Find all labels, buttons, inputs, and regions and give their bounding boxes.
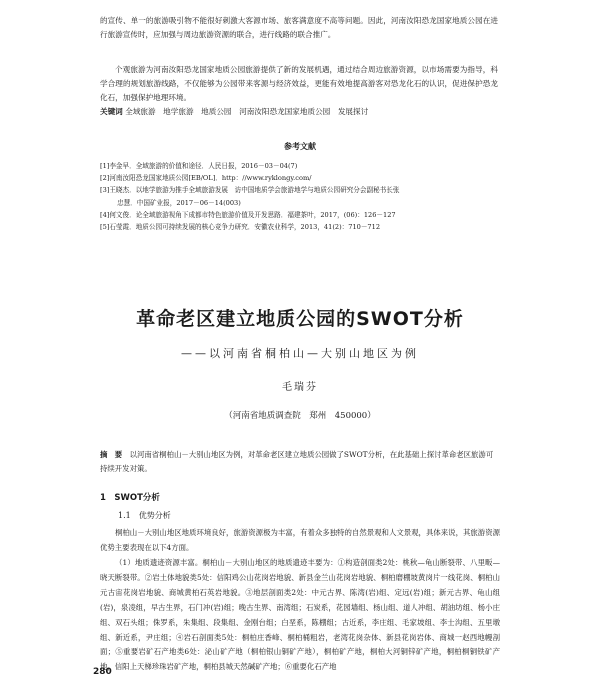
- keywords-label: 关键词: [100, 107, 123, 116]
- keywords-line: [100, 106, 368, 117]
- references-title: 参考文献: [284, 142, 316, 151]
- body-paragraph: （1）地质遗迹资源丰富。桐柏山－大别山地区的地质遗迹丰要为：①构造剖面类2处：桃秋—龟山断裂带、八里畈—晓天断裂带。②岩土体地貌类5处：信阳鸡公山花岗岩地貌、新县金兰山花岗岩地貌、桐柏磨棚坡黄岗片一线花岗、桐柏山元古宙花岗岩地貌、商城黄柏石英岩地貌。③地层剖面类2处：中元古界、陈湾(岩)组、定远(岩)组；新元古界、龟山组(岩)，泉凌组，早古生界，石门冲(岩)组；晚古生界、南湾组；石炭系，花园墙组、杨山组、道人冲组、胡油坊组、杨小庄组、双石头组；侏罗系，朱集组、段集组、金刚台组；白垩系，陈棚组；古近系，李庄组、毛家坡组、李士沟组、五里墩组、新近系，尹庄组；④岩石剖面类5处：桐柏庄香峰、桐柏桶粗岩，老湾花岗杂体、新县花岗岩体、商城一赵西地幔剖面；⑤重要岩矿石产地类6处：泌山矿产地（桐柏银山铜矿产地），桐柏矿产地，桐柏大河铜锌矿产地，桐柏桐铜铁矿产地，信阳上天梯珍珠岩矿产地，桐柏县城天然碱矿产地；⑥重要化石产地: [100, 558, 500, 672]
- reference-item: [5]石莹霞．地质公园可持续发展的核心竞争力研究．安徽农业科学，2013，41(2)：710－712: [100, 223, 381, 232]
- reference-item: [1]李金早．全域旅游的价值和途径．人民日报，2016－03－04(7): [100, 162, 298, 170]
- reference-list: [100, 160, 500, 233]
- conclusion-paragraph: 个观旅游为河南汝阳恐龙国家地质公园旅游提供了新的发展机遇，通过结合周边旅游资源，以市场需要为指导，科学合理的规划旅游线路，不仅能够为公园带来客源与经济效益，更能有效地提高游客对恐龙化石的认识，促进保护恐龙化石，加强保护地理环境。: [100, 65, 498, 102]
- article-subtitle: ——以河南省桐柏山—大别山地区为例: [181, 347, 419, 360]
- reference-item: [2]河南汝阳恐龙国家地质公园[EB/OL]．http：//www.ryklongy.com/: [100, 174, 312, 183]
- abstract: [100, 448, 500, 476]
- page-number: 280: [93, 667, 112, 677]
- abstract-text: 以河南省桐柏山－大别山地区为例，对革命老区建立地质公园做了SWOT分析，在此基础上探讨革命老区旅游可持续开发对策。: [100, 450, 494, 473]
- reference-item: [3]王晓杰．以地学旅游为推手全域旅游发展 访中国地质学会旅游地学与地质公园研究分会副秘书长张: [100, 186, 400, 195]
- reference-item: [4]何文俊．论全域旅游视角下成都市特色旅游价值及开发思路．福建茶叶，2017，(06)：126－127: [100, 210, 396, 219]
- abstract-label: 摘 要: [100, 450, 123, 459]
- body-paragraph: 桐柏山－大别山地区地质环境良好，旅游资源极为丰富，有着众多独特的自然景观和人文景观，具体来说，其旅游资源优势主要表现在以下4方面。: [100, 528, 500, 552]
- reference-item-continued: 忠慧．中国矿业报，2017－06－14(003): [117, 198, 241, 207]
- article-title: 革命老区建立地质公园的SWOT分析: [136, 308, 464, 330]
- section-heading: 1 SWOT分析: [100, 493, 160, 503]
- keywords-text: 全域旅游 地学旅游 地质公园 河南汝阳恐龙国家地质公园 发展探讨: [125, 107, 369, 116]
- author-affiliation: （河南省地质调查院 郑州 450000）: [224, 411, 376, 421]
- continued-paragraph: 的宣传、单一的旅游吸引物不能很好刺激大客源市场、旅客满意度不高等问题。因此，河南汝阳恐龙国家地质公园在进行旅游宣传时，应加强与周边旅游资源的联合，进行线路的联合推广。: [100, 16, 498, 39]
- author-name: 毛瑞芬: [282, 382, 318, 393]
- subsection-heading: 1.1 优势分析: [118, 511, 171, 520]
